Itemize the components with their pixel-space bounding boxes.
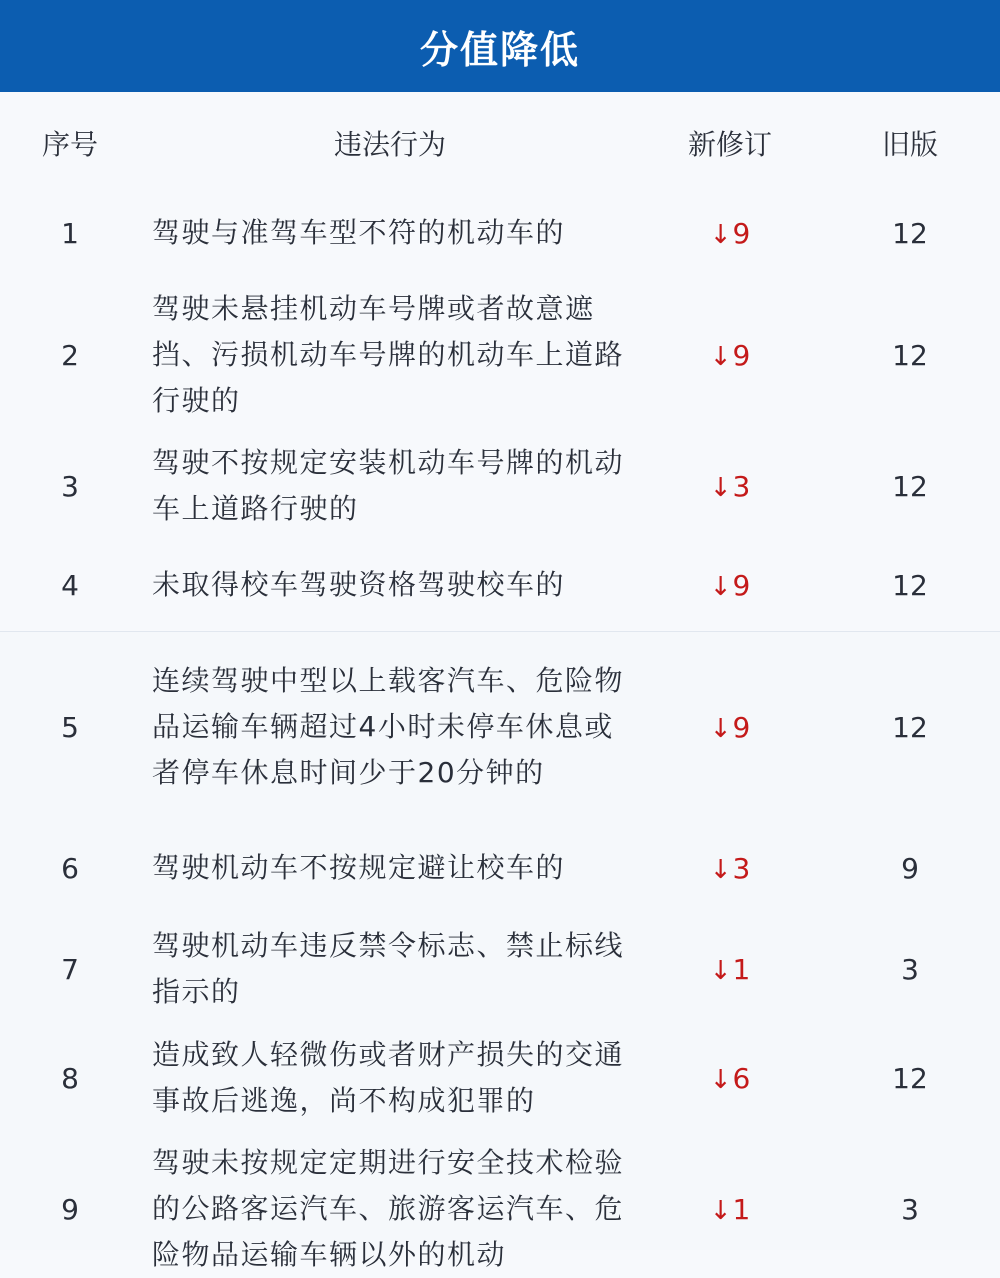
row-violation: 驾驶机动车违反禁令标志、禁止标线指示的 [152, 929, 625, 1008]
table-row [0, 562, 1000, 608]
down-arrow-icon: ↓ [709, 571, 732, 602]
table-row [0, 923, 1000, 1015]
table-row [0, 210, 1000, 256]
column-header-new: 新修订 [687, 128, 772, 161]
down-arrow-icon: ↓ [709, 955, 732, 986]
table-row [0, 1140, 1000, 1278]
row-index: 8 [61, 1061, 79, 1095]
down-arrow-icon: ↓ [709, 1195, 732, 1226]
row-index: 6 [61, 851, 79, 885]
row-new-score: ↓3 [709, 469, 751, 503]
table-row [0, 658, 1000, 796]
row-new-score: ↓1 [709, 1192, 751, 1226]
row-old-score: 12 [892, 1061, 928, 1095]
row-violation: 造成致人轻微伤或者财产损失的交通事故后逃逸，尚不构成犯罪的 [152, 1038, 625, 1117]
row-index: 3 [61, 469, 79, 503]
row-new-score: ↓9 [709, 338, 751, 372]
row-old-score: 3 [901, 1192, 919, 1226]
row-violation: 未取得校车驾驶资格驾驶校车的 [152, 568, 566, 601]
down-arrow-icon: ↓ [709, 854, 732, 885]
row-new-score: ↓9 [709, 710, 751, 744]
down-arrow-icon: ↓ [709, 713, 732, 744]
down-arrow-icon: ↓ [709, 472, 732, 503]
column-header-violation: 违法行为 [333, 128, 446, 161]
row-old-score: 12 [892, 568, 928, 602]
row-index: 4 [61, 568, 79, 602]
row-violation: 驾驶不按规定安装机动车号牌的机动车上道路行驶的 [152, 446, 625, 525]
row-old-score: 3 [901, 952, 919, 986]
down-arrow-icon: ↓ [709, 341, 732, 372]
row-index: 5 [61, 710, 79, 744]
row-new-score: ↓1 [709, 952, 751, 986]
table-row [0, 1032, 1000, 1124]
row-new-score: ↓6 [709, 1061, 751, 1095]
row-index: 9 [61, 1192, 79, 1226]
row-new-score: ↓9 [709, 216, 751, 250]
row-old-score: 9 [901, 851, 919, 885]
row-index: 1 [61, 216, 79, 250]
down-arrow-icon: ↓ [709, 1064, 732, 1095]
table-row [0, 845, 1000, 891]
table-row [0, 286, 1000, 424]
row-new-score: ↓9 [709, 568, 751, 602]
row-old-score: 12 [892, 338, 928, 372]
page-title: 分值降低 [419, 27, 580, 72]
row-index: 2 [61, 338, 79, 372]
row-violation: 驾驶与准驾车型不符的机动车的 [152, 216, 566, 249]
row-old-score: 12 [892, 216, 928, 250]
table-row [0, 440, 1000, 532]
row-violation: 驾驶未按规定定期进行安全技术检验的公路客运汽车、旅游客运汽车、危险物品运输车辆以外的机动 [152, 1146, 625, 1271]
row-violation: 驾驶未悬挂机动车号牌或者故意遮挡、污损机动车号牌的机动车上道路行驶的 [152, 292, 625, 417]
down-arrow-icon: ↓ [709, 219, 732, 250]
column-header-old: 旧版 [881, 128, 938, 161]
row-violation: 驾驶机动车不按规定避让校车的 [152, 851, 566, 884]
row-old-score: 12 [892, 469, 928, 503]
row-violation: 连续驾驶中型以上载客汽车、危险物品运输车辆超过4小时未停车休息或者停车休息时间少于20分钟的 [152, 664, 625, 789]
row-old-score: 12 [892, 710, 928, 744]
column-header-index: 序号 [41, 128, 98, 161]
row-new-score: ↓3 [709, 851, 751, 885]
row-index: 7 [61, 952, 79, 986]
page-header [0, 0, 1000, 94]
